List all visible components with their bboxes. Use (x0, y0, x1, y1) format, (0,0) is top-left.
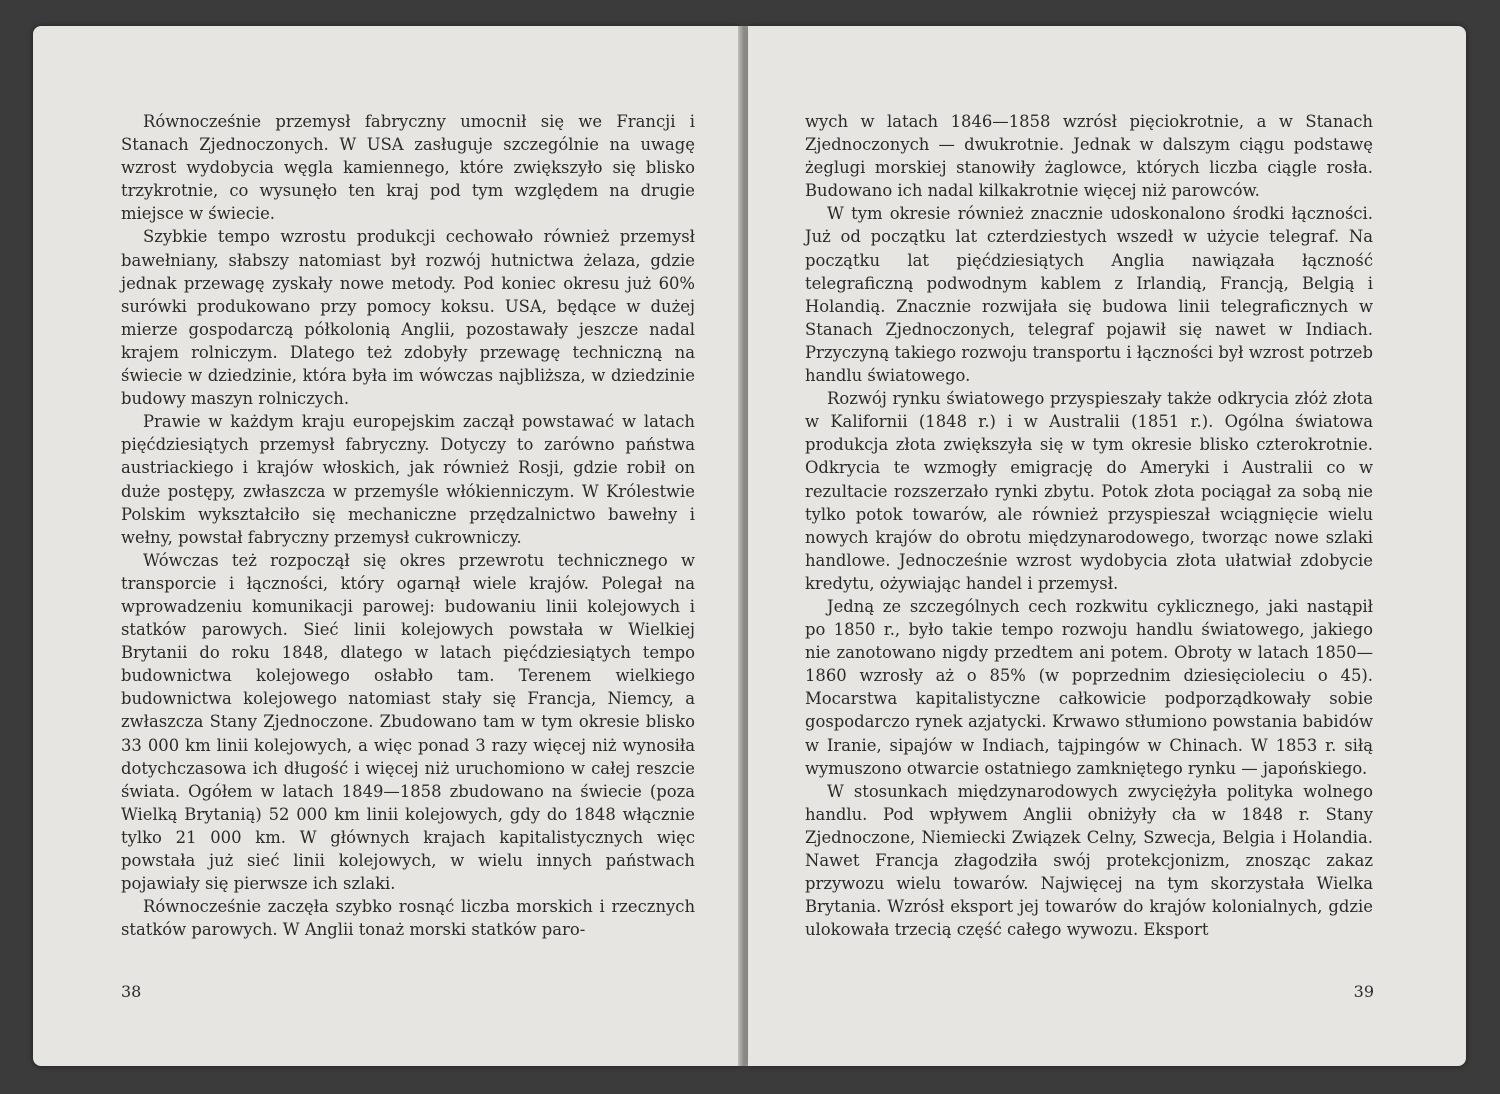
paragraph-continuation: wych w latach 1846—1858 wzrósł pięciokrotnie, a w Stanach Zjednoczonych — dwukrotnie. Jednak w dalszym ciągu podstawę żeglugi morskiej stanowiły żaglowce, których liczba ciągle rosła. Budowano ich nadal kilkakrotnie więcej niż parowców. (805, 112, 1373, 201)
right-page-text (805, 110, 1373, 941)
paragraph: Prawie w każdym kraju europejskim zaczął powstawać w latach pięćdziesiątych przemysł fabryczny. Dotyczy to zarówno państwa austriackiego i krajów włoskich, jak również Rosji, gdzie robił on duże postępy, zwłaszcza w przemyśle włókienniczym. W Królestwie Polskim wykształciło się mechaniczne przędzalnictwo bawełny i wełny, powstał fabryczny przemysł cukrowniczy. (121, 412, 695, 547)
page-number: 39 (1353, 982, 1374, 1001)
paragraph: Równocześnie zaczęła szybko rosnąć liczba morskich i rzecznych statków parowych. W Anglii tonaż morski statków paro- (121, 897, 695, 940)
left-page-text (121, 110, 695, 941)
paragraph: Jedną ze szczególnych cech rozkwitu cyklicznego, jaki nastąpił po 1850 r., było takie tempo rozwoju handlu światowego, jakiego nie zanotowano nigdy przedtem ani potem. Obroty w latach 1850—1860 wzrosły aż o 85% (w poprzednim dziesięcioleciu o 45). Mocarstwa kapitalistyczne całkowicie podporządkowały sobie gospodarczo rynek azjatycki. Krwawo stłumiono powstania babidów w Iranie, sipajów w Indiach, tajpingów w Chinach. W 1853 r. siłą wymuszono otwarcie ostatniego zamkniętego rynku — japońskiego. (805, 596, 1373, 778)
right-page (748, 26, 1466, 1066)
paragraph: W tym okresie również znacznie udoskonalono środki łączności. Już od początku lat czterdziestych wszedł w użycie telegraf. Na początku lat pięćdziesiątych Anglia nawiązała łączność telegraficzną podwodnym kablem z Irlandią, Francją, Belgią i Holandią. Znacznie rozwijała się budowa linii telegraficznych w Stanach Zjednoczonych, telegraf pojawił się nawet w Indiach. Przyczyną takiego rozwoju transportu i łączności był wzrost potrzeb handlu światowego. (805, 204, 1373, 386)
left-page (33, 26, 740, 1066)
paragraph: W stosunkach międzynarodowych zwyciężyła polityka wolnego handlu. Pod wpływem Anglii obniżyły cła w 1848 r. Stany Zjednoczone, Niemiecki Związek Celny, Szwecja, Belgia i Holandia. Nawet Francja złagodziła swój protekcjonizm, znosząc zakaz przywozu wielu towarów. Najwięcej na tym skorzystała Wielka Brytania. Wzrósł eksport jej towarów do krajów kolonialnych, gdzie ulokowała trzecią część całego wywozu. Eksport (805, 781, 1373, 940)
paragraph: Rozwój rynku światowego przyspieszały także odkrycia złóż złota w Kalifornii (1848 r.) i w Australii (1851 r.). Ogólna światowa produkcja złota zwiększyła się w tym okresie blisko czterokrotnie. Odkrycia te wzmogły emigrację do Ameryki i Australii co w rezultacie rozszerzało rynki zbytu. Potok złota pociągał za sobą nie tylko potok towarów, ale również przyspieszał wciągnięcie wielu nowych krajów do obrotu międzynarodowego, tworząc nowe szlaki handlowe. Jednocześnie wzrost wydobycia złota ułatwiał zdobycie kredytu, ożywiając handel i przemysł. (805, 389, 1373, 593)
paragraph: Wówczas też rozpoczął się okres przewrotu technicznego w transporcie i łączności, który ogarnął wiele krajów. Polegał na wprowadzeniu komunikacji parowej: budowaniu linii kolejowych i statków parowych. Sieć linii kolejowych powstała w Wielkiej Brytanii do roku 1848, dlatego w latach pięćdziesiątych tempo budownictwa kolejowego osłabło tam. Terenem wielkiego budownictwa kolejowego natomiast stały się Francja, Niemcy, a zwłaszcza Stany Zjednoczone. Zbudowano tam w tym okresie blisko 33 000 km linii kolejowych, a więc ponad 3 razy więcej niż wynosiła dotychczasowa ich długość i więcej niż uruchomiono w całej reszcie świata. Ogółem w latach 1849—1858 zbudowano na świecie (poza Wielką Brytanią) 52 000 km linii kolejowych, gdy do 1848 włącznie tylko 21 000 km. W głównych krajach kapitalistycznych więc powstała już sieć linii kolejowych, w wielu innych państwach pojawiały się pierwsze ich szlaki. (121, 550, 695, 894)
paragraph: Równocześnie przemysł fabryczny umocnił się we Francji i Stanach Zjednoczonych. W USA zasługuje szczególnie na uwagę wzrost wydobycia węgla kamiennego, które zwiększyło się blisko trzykrotnie, co wysunęło ten kraj pod tym względem na drugie miejsce w świecie. (121, 112, 695, 224)
paragraph: Szybkie tempo wzrostu produkcji cechowało również przemysł bawełniany, słabszy natomiast był rozwój hutnictwa żelaza, gdzie jednak przewagę zyskały nowe metody. Pod koniec okresu już 60% surówki produkowano przy pomocy koksu. USA, będące w dużej mierze gospodarczą półkolonią Anglii, pozostawały jeszcze nadal krajem rolniczym. Dlatego też zdobyły przewagę techniczną na świecie w dziedzinie, która była im wówczas najbliższa, w dziedzinie budowy maszyn rolniczych. (121, 227, 695, 409)
page-number: 38 (121, 982, 142, 1001)
